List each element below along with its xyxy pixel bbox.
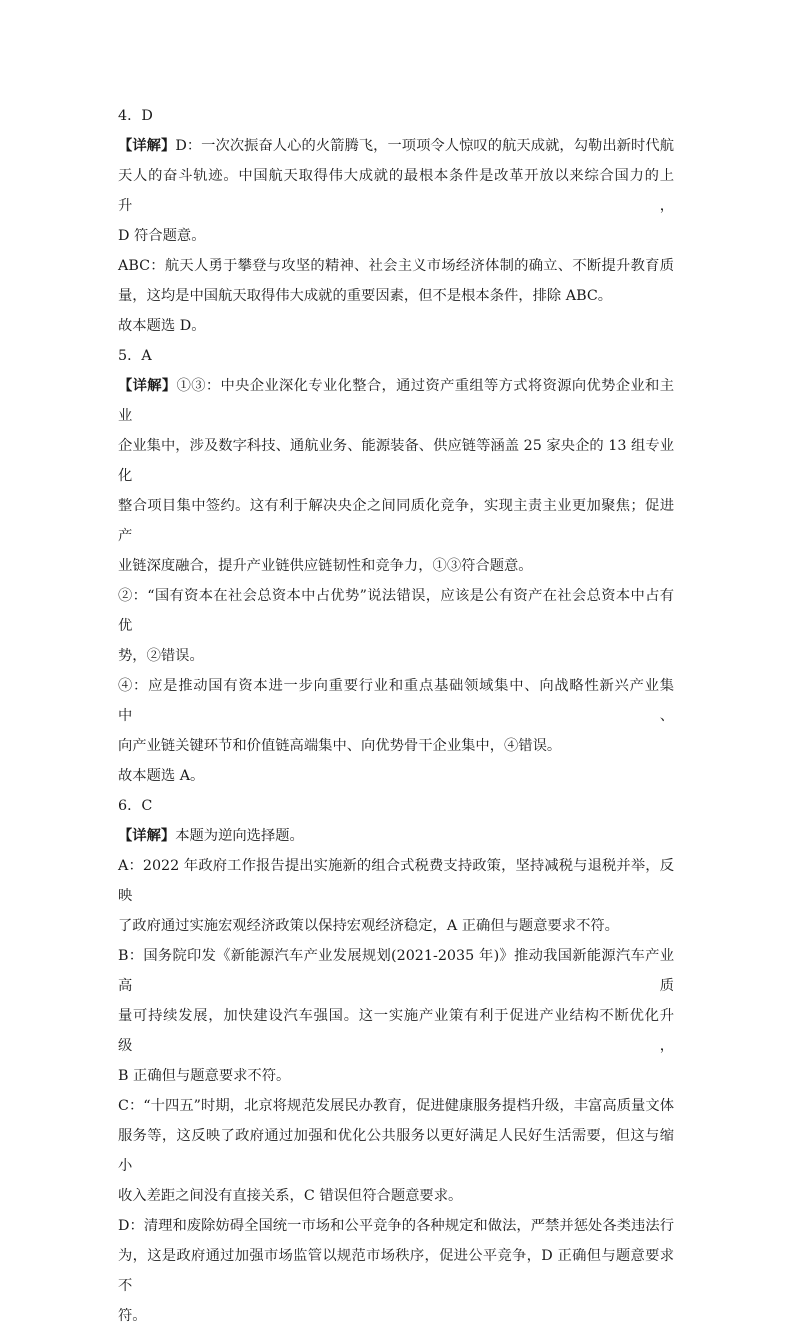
- q4-line-2: 天人的奋斗轨迹。中国航天取得伟大成就的最根本条件是改革开放以来综合国力的上升，: [118, 168, 674, 214]
- q4-line-1: 【详解】D：一次次振奋人心的火箭腾飞，一项项令人惊叹的航天成就，勾勒出新时代航: [118, 138, 674, 154]
- q6-a-line-1: A：2022 年政府工作报告提出实施新的组合式税费支持政策，坚持减税与退税并举，反映: [118, 858, 674, 904]
- q6-c-line-1: C：“十四五”时期，北京将规范发展民办教育，促进健康服务提档升级，丰富高质量文体: [118, 1098, 674, 1114]
- q5-p2-line-1: ②：“国有资本在社会总资本中占优势”说法错误，应该是公有资产在社会总资本中占有优: [118, 588, 674, 634]
- q6-a-line-2: 了政府通过实施宏观经济政策以保持宏观经济稳定，A 正确但与题意要求不符。: [118, 918, 619, 934]
- q6-d-line-1: D：清理和废除妨碍全国统一市场和公平竞争的各种规定和做法，严禁并惩处各类违法行: [118, 1218, 674, 1234]
- answer-explanations: [118, 101, 674, 1331]
- q5-conclusion: 故本题选 A。: [118, 768, 205, 784]
- q6-b-line-2: 量可持续发展，加快建设汽车强国。这一实施产业策有利于促进产业结构不断优化升级，: [118, 1008, 674, 1054]
- q6-tag: 【详解】: [118, 828, 176, 844]
- q4-abc-line-1: ABC：航天人勇于攀登与攻坚的精神、社会主义市场经济体制的确立、不断提升教育质: [118, 258, 674, 274]
- q5-line-1: 【详解】①③：中央企业深化专业化整合，通过资产重组等方式将资源向优势企业和主业: [118, 378, 674, 424]
- q4-tag: 【详解】: [118, 138, 176, 154]
- q6-answer: 6．C: [118, 798, 153, 814]
- q5-p4-line-2: 向产业链关键环节和价值链高端集中、向优势骨干企业集中，④错误。: [118, 738, 562, 754]
- q5-line-4: 业链深度融合，提升产业链供应链韧性和竞争力，①③符合题意。: [118, 558, 533, 574]
- q6-d-line-3: 符。: [118, 1308, 147, 1324]
- q4-line-3: D 符合题意。: [118, 228, 206, 244]
- q4-conclusion: 故本题选 D。: [118, 318, 206, 334]
- q6-b-line-3: B 正确但与题意要求不符。: [118, 1068, 291, 1084]
- q5-tag: 【详解】: [118, 378, 177, 394]
- q6-c-line-2: 服务等，这反映了政府通过加强和优化公共服务以更好满足人民好生活需要，但这与缩小: [118, 1128, 674, 1174]
- q5-line-2: 企业集中，涉及数字科技、通航业务、能源装备、供应链等涵盖 25 家央企的 13 组专业化: [118, 438, 674, 484]
- q6-c-line-3: 收入差距之间没有直接关系，C 错误但符合题意要求。: [118, 1188, 463, 1204]
- q6-intro: 【详解】本题为逆向选择题。: [118, 828, 304, 844]
- q4-answer: 4．D: [118, 108, 153, 124]
- q5-line-3: 整合项目集中签约。这有利于解决央企之间同质化竞争，实现主责主业更加聚焦；促进产: [118, 498, 674, 544]
- q5-p4-line-1: ④：应是推动国有资本进一步向重要行业和重点基础领域集中、向战略性新兴产业集中、: [118, 678, 674, 724]
- q6-d-line-2: 为，这是政府通过加强市场监管以规范市场秩序，促进公平竞争，D 正确但与题意要求不: [118, 1248, 674, 1294]
- q6-b-line-1: B：国务院印发《新能源汽车产业发展规划(2021-2035 年)》推动我国新能源汽车产业高质: [118, 948, 674, 994]
- q4-abc-line-2: 量，这均是中国航天取得伟大成就的重要因素，但不是根本条件，排除 ABC。: [118, 288, 613, 304]
- q5-answer: 5．A: [118, 348, 152, 364]
- q5-p2-line-2: 势，②错误。: [118, 648, 204, 664]
